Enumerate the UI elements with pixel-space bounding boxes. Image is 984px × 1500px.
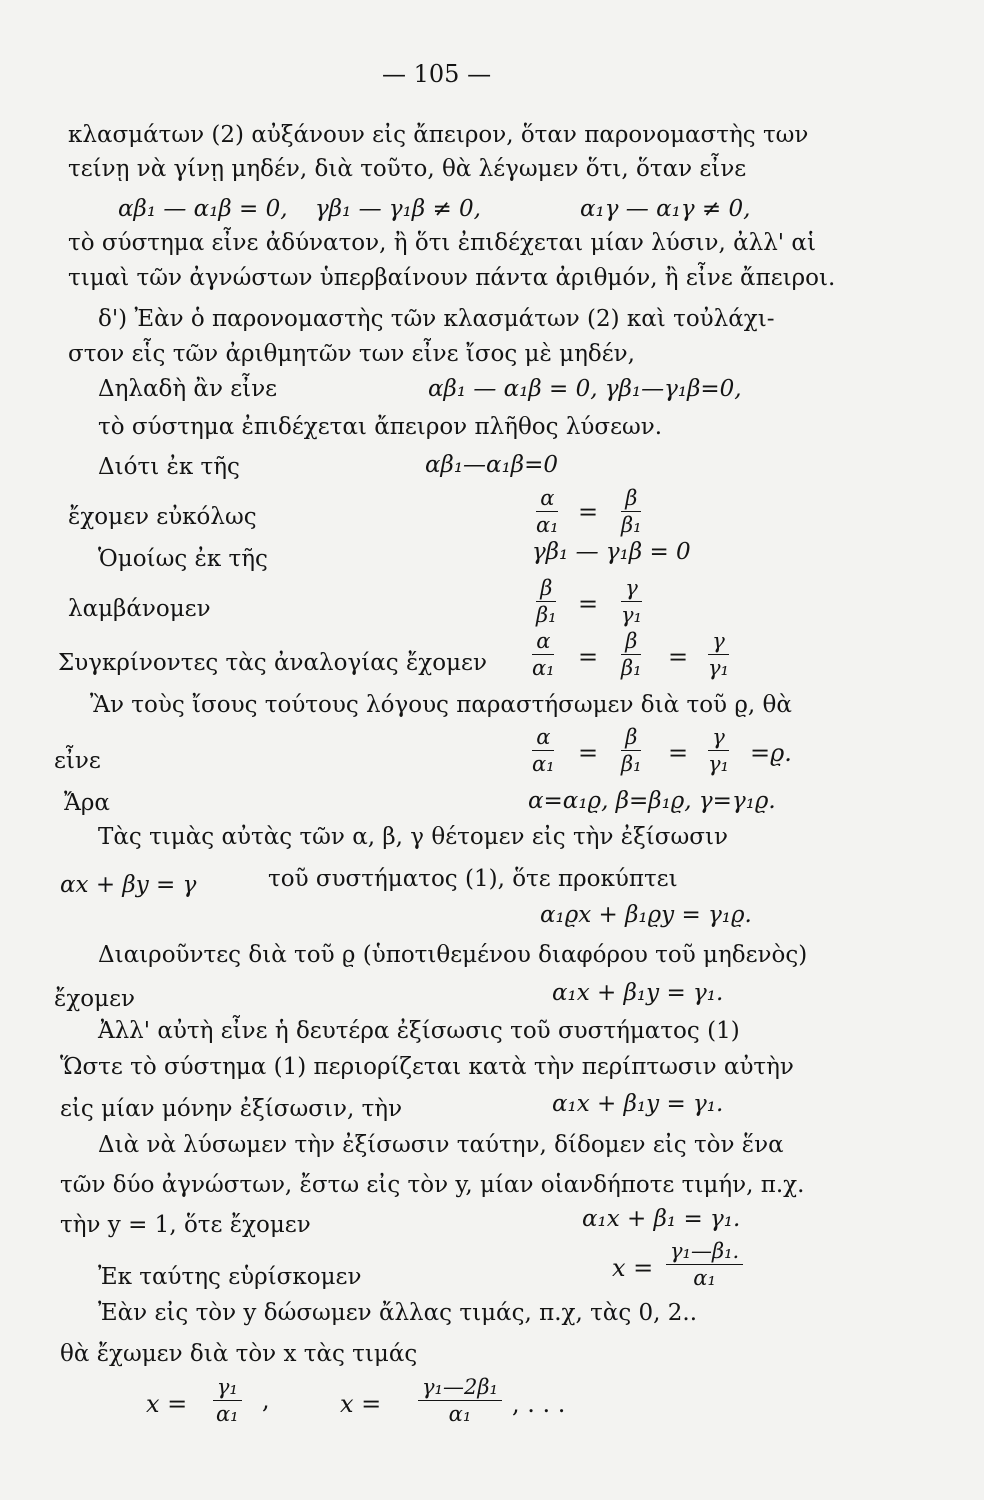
text-line-8: Δηλαδὴ ἂν εἶνε (98, 376, 278, 402)
equals-sign: = (668, 739, 689, 767)
formula-line-8: αβ₁ — α₁β = 0, γβ₁—γ₁β=0, (428, 376, 742, 402)
text-line-14: Συγκρίνοντες τὰς ἀναλογίας ἔχομεν (58, 650, 487, 676)
equals-sign: = (578, 739, 599, 767)
equals-sign: = (578, 643, 599, 671)
text-line-2: τείνῃ νὰ γίνῃ μηδέν, διὰ τοῦτο, θὰ λέγωμεν ὅτι, ὅταν εἶνε (68, 156, 747, 182)
text-line-1: κλασμάτων (2) αὐξάνουν εἰς ἄπειρον, ὅταν παρονομαστὴς των (68, 122, 809, 148)
fraction-g-g1-2: $\frac{\gamma}{\text{γ₁}}$ (708, 629, 729, 681)
text-line-28: τὴν y = 1, ὅτε ἔχομεν (60, 1212, 311, 1238)
fraction-x-value-1: $\frac{\text{γ₁}}{\text{α₁}}$ (212, 1376, 243, 1425)
formula-line-22: α₁x + β₁y = γ₁. (552, 980, 724, 1006)
text-line-9: τὸ σύστημα ἐπιδέχεται ἄπειρον πλῆθος λύσεων. (98, 414, 663, 440)
fraction-g-g1: $\frac{\gamma}{\text{γ₁}}$ (621, 576, 642, 628)
fraction-x-value-2: $\frac{\text{γ₁—2β₁}}{\text{α₁}}$ (418, 1376, 502, 1425)
fraction-a-a1: $\frac{\alpha}{\text{α₁}}$ (536, 486, 559, 538)
text-line-12: Ὁμοίως ἐκ τῆς (98, 546, 268, 572)
comma: , (262, 1386, 270, 1414)
equals-sign: = (668, 643, 689, 671)
formula-condition-c: α₁γ — α₁γ ≠ 0, (580, 196, 751, 222)
x-equals: x = (612, 1254, 654, 1282)
formula-line-10: αβ₁—α₁β=0 (425, 452, 559, 478)
text-line-31: θὰ ἔχωμεν διὰ τὸν x τὰς τιμάς (60, 1341, 418, 1367)
text-line-15: Ἂν τοὺς ἴσους τούτους λόγους παραστήσωμεν διὰ τοῦ ϱ, θὰ (90, 692, 792, 718)
fraction-b-b1-2: $\frac{\beta}{\text{β₁}}$ (536, 576, 557, 628)
text-line-24: Ὥστε τὸ σύστημα (1) περιορίζεται κατὰ τὴν περίπτωσιν αὐτὴν (60, 1054, 794, 1080)
fraction-b-b1-4: $\frac{\beta}{\text{β₁}}$ (621, 725, 642, 777)
text-line-16: εἶνε (54, 748, 101, 774)
text-line-11: ἔχομεν εὐκόλως (68, 504, 257, 530)
fraction-b-b1-3: $\frac{\beta}{\text{β₁}}$ (621, 629, 642, 681)
text-line-26: Διὰ νὰ λύσωμεν τὴν ἐξίσωσιν ταύτην, δίδομεν εἰς τὸν ἕνα (98, 1132, 784, 1158)
formula-condition-a: αβ₁ — α₁β = 0, (118, 196, 288, 222)
text-line-23: Ἀλλ' αὐτὴ εἶνε ἡ δευτέρα ἐξίσωσις τοῦ συστήματος (1) (98, 1018, 740, 1044)
fraction-x-solution: $\frac{\text{γ₁—β₁.}}{\text{α₁}}$ (666, 1240, 743, 1289)
equals-sign: = (578, 590, 599, 618)
text-line-29: Ἐκ ταύτης εὑρίσκομεν (98, 1264, 362, 1290)
text-line-22: ἔχομεν (54, 986, 135, 1012)
text-line-4: τὸ σύστημα εἶνε ἀδύνατον, ἢ ὅτι ἐπιδέχεται μίαν λύσιν, ἀλλ' αἱ (68, 230, 816, 256)
text-line-7: στον εἷς τῶν ἀριθμητῶν των εἶνε ἴσος μὲ μηδέν, (68, 341, 635, 367)
text-line-19: τοῦ συστήματος (1), ὅτε προκύπτει (268, 866, 678, 892)
formula-line-25: α₁x + β₁y = γ₁. (552, 1091, 724, 1117)
formula-line-28: α₁x + β₁ = γ₁. (582, 1206, 741, 1232)
fraction-a-a1-2: $\frac{\alpha}{\text{α₁}}$ (532, 629, 555, 681)
formula-line-12: γβ₁ — γ₁β = 0 (532, 539, 691, 565)
text-line-6: δ') Ἐὰν ὁ παρονομαστὴς τῶν κλασμάτων (2) καὶ τοὐλάχι- (98, 306, 775, 332)
formula-line-19: αx + βy = γ (60, 872, 197, 898)
fraction-g-g1-3: $\frac{\gamma}{\text{γ₁}}$ (708, 725, 729, 777)
text-line-5: τιμαὶ τῶν ἀγνώστων ὑπερβαίνουν πάντα ἀριθμόν, ἢ εἶνε ἄπειροι. (68, 265, 836, 291)
text-line-21: Διαιροῦντες διὰ τοῦ ϱ (ὑποτιθεμένου διαφόρου τοῦ μηδενὸς) (98, 942, 808, 968)
formula-line-20: α₁ϱx + β₁ϱy = γ₁ϱ. (540, 902, 752, 928)
fraction-a-a1-3: $\frac{\alpha}{\text{α₁}}$ (532, 725, 555, 777)
text-line-25: εἰς μίαν μόνην ἐξίσωσιν, τὴν (60, 1096, 403, 1122)
text-line-27: τῶν δύο ἀγνώστων, ἔστω εἰς τὸν y, μίαν οἱανδήποτε τιμήν, π.χ. (60, 1172, 805, 1198)
x-equals: x = (146, 1390, 188, 1418)
text-line-17: Ἄρα (64, 790, 110, 816)
equals-sign: = (578, 498, 599, 526)
text-line-10: Διότι ἐκ τῆς (98, 454, 240, 480)
fraction-b-b1: $\frac{\beta}{\text{β₁}}$ (621, 486, 642, 538)
formula-line-17: α=α₁ϱ, β=β₁ϱ, γ=γ₁ϱ. (528, 788, 776, 814)
formula-condition-b: γβ₁ — γ₁β ≠ 0, (315, 196, 481, 222)
text-line-30: Ἐὰν εἰς τὸν y δώσωμεν ἄλλας τιμάς, π.χ, τὰς 0, 2.. (98, 1300, 698, 1326)
text-line-13: λαμβάνομεν (68, 596, 211, 622)
x-equals: x = (340, 1390, 382, 1418)
text-line-18: Τὰς τιμὰς αὐτὰς τῶν α, β, γ θέτομεν εἰς τὴν ἐξίσωσιν (98, 824, 728, 850)
page-number: — 105 — (382, 60, 492, 88)
equals-rho: =ϱ. (750, 739, 792, 767)
ellipsis: , . . . (512, 1390, 566, 1418)
